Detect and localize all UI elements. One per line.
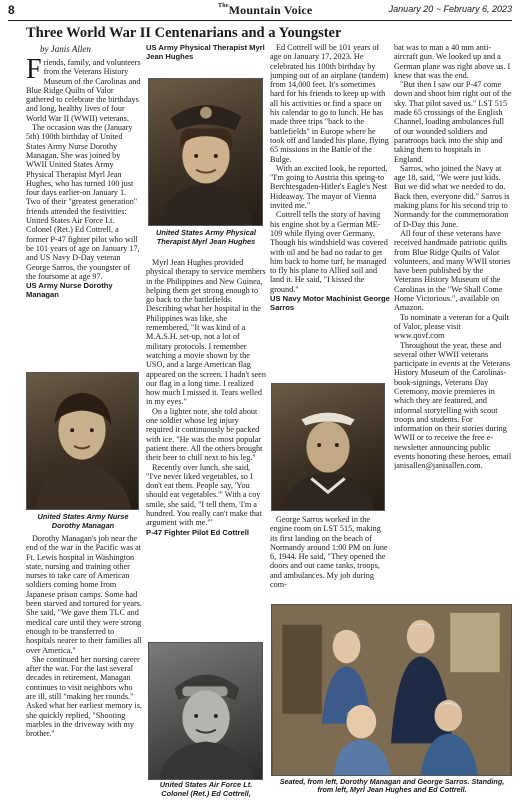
paragraph: Ed Cottrell will be 101 years of age on January 17, 2023. He celebrated his 100th birthday by jumping out of an airplane (tandem) from 14,000 feet. It's sometimes hard for his friends to keep up with all his activities or find a space on his calendar to go to lunch. He has made three trips "back to the battlefields" in Europe where he took off and landed his plane, flying 65 missions in the Battle of the Bulge. <box>270 43 389 164</box>
subhead-sarros: US Navy Motor Machinist George Sarros <box>270 294 390 313</box>
paragraph: Recently over lunch, she said, "I've never liked vegetables, so I don't eat them. People say, 'You should eat vegetables.'" With a coy smile, she said, "I tell them, 'I'm a hundred. You really can't make that argument with me.'" <box>146 462 262 528</box>
caption-managan: United States Army Nurse Dorothy Managan <box>37 512 129 530</box>
column-4 <box>394 43 512 603</box>
column-1-continued <box>26 534 142 800</box>
byline: by Janis Allen <box>40 44 91 54</box>
headline: Three World War II Centenarians and a Youngster <box>26 25 342 41</box>
photo-myrl-jean-hughes <box>148 78 263 226</box>
paragraph: Cottrell tells the story of having his engine shot by a German ME-109 while flying over Germany. Though his windshield was covered with oil and he had no radar to get him back to home turf, he managed to fly his plane to Allied soil and land it. He said, "I kissed the ground." <box>270 210 388 294</box>
column-1 <box>26 58 142 360</box>
paragraph: She continued her nursing career after the war. For the last several decades in retirement, Managan continues to visit neighbors who are ill, still "making her rounds." Asked what her earliest memory is, she quickly replied, "Shooting marbles in the driveway with my brother." <box>26 654 142 739</box>
paragraph: On a lighter note, she told about one soldier whose leg injury required it continuously be packed with ice. "He was the most popular patient there. All the others brought their beer to chill next to his leg." <box>146 406 263 463</box>
page-number: 8 <box>8 3 15 17</box>
paragraph: With an excited look, he reported, "I'm going to Austria this spring-to Berchtesgaden-Hitler's Eagle's Nest Hideaway. The mayor of Vienna invited me." <box>270 163 388 211</box>
subhead-cottrell: P-47 Fighter Pilot Ed Cottrell <box>146 527 249 537</box>
group-photo-illustration <box>272 605 511 775</box>
caption-group: Seated, from left, Dorothy Managan and George Sarros. Standing, from left, Myrl Jean Hughes and Ed Cottrell. <box>279 777 505 795</box>
page-header <box>8 3 512 21</box>
paragraph: All four of these veterans have received handmade patriotic quilts from Blue Ridge Quilts of Valor volunteers, and many WWII stories have been published by the Veterans History Museum of the Carolinas in the "We Shall Come Home Victorious.", available on Amazon. <box>394 228 511 313</box>
caption-hughes: United States Army Physical Therapist Myrl Jean Hughes <box>156 228 256 246</box>
column-2-head <box>146 43 266 79</box>
paragraph: bat was to man a 40 mm anti-aircraft gun. We looked up and a German plane was right above us. I knew that was the end. <box>394 43 511 80</box>
column-3-continued <box>270 515 390 611</box>
paragraph: The occasion was the (January 5th) 100th birthday of United States Army Nurse Dorothy Managan. She was joined by WWII United States Army Physical Therapist Myrl Jean Hughes, who has turned 100 just four days earlier-on January 1. Two of their "greatest generation" friends attended the festivities: United States Air Force Lt. Colonel (Ret.) Ed Cottrell, a former P-47 fighter pilot who will be 101 years of age on January 17, and US Navy D-Day veteran George Sarros, the youngster of the foursome at age 97. <box>26 123 140 281</box>
portrait-illustration <box>27 373 138 509</box>
paragraph: Dorothy Managan's job near the end of the war in the Pacific was at Ft. Lewis hospital in Washington state, nursing and training other nurses to take care of American soldiers coming home from Japanese prison camps. Some had been starved and tortured for years. She said, "We gave them TLC and medical care until they were strong enough to be transferred to hospitals nearer to their families all over America." <box>26 534 142 655</box>
portrait-illustration <box>272 384 384 510</box>
photo-group <box>271 604 512 776</box>
column-3 <box>270 43 390 377</box>
subhead-managan: US Army Nurse Dorothy Managan <box>26 281 113 300</box>
portrait-illustration <box>149 643 262 779</box>
portrait-illustration <box>149 79 262 225</box>
paragraph: George Sarros worked in the engine room on LST 515, making its first landing on the beach of Normandy around 1:00 PM on June 6, 1944. He said, "They opened the doors and out came tanks, troops, and ambulances. My job during com- <box>270 515 388 590</box>
paragraph: "But then I saw our P-47 come down and shoot him right out of the sky. That pilot saved us." LST 515 made 65 crossings of the English Channel, loading ambulances full of our wounded soldiers and paratroops back into the ship and taking them to hospitals in England. <box>394 80 512 164</box>
photo-ed-cottrell <box>148 642 263 780</box>
drop-cap: F <box>26 58 42 85</box>
column-2 <box>146 258 266 628</box>
intro-paragraph: Friends, family, and volunteers from the Veterans History Museum of the Carolinas and Blue Ridge Quilts of Valor gathered to celebrate the birthdays and long, healthy lives of four World War II (WWII) veterans. <box>26 58 141 123</box>
masthead: $^{The}$Mountain Voice <box>218 3 313 17</box>
subhead-hughes: US Army Physical Therapist Myrl Jean Hughes <box>146 43 265 61</box>
caption-cottrell: United States Air Force Lt. Colonel (Ret.) Ed Cottrell, <box>159 780 253 798</box>
paragraph: Sarros, who joined the Navy at age 18, said, "We were just kids. But we did what we needed to do. Back then, everyone did." Sarros is making plans for his second trip to Normandy for the commemoration of D-Day this June. <box>394 163 510 229</box>
paragraph: Throughout the year, these and several other WWII veterans participate in events at the Veterans History Museum of the Carolinas-book-signings, Veterans Day Ceremony, movie premieres in which they are featured, and informal storytelling with scout troops and students. For information on their stories during WWII or to receive the free e-newsletter announcing public events honoring these heroes, email janisallen@janisallen.com. <box>394 340 512 471</box>
paragraph: To nominate a veteran for a Quilt of Valor, please visit www.qovf.com <box>394 312 510 341</box>
issue-date: January 20 ~ February 6, 2023 <box>388 4 512 14</box>
photo-dorothy-managan <box>26 372 139 510</box>
photo-george-sarros <box>271 383 385 511</box>
paragraph: Myrl Jean Hughes provided physical therapy to service members in the Philippines and New Guinea, helping them get strong enough to go back to the battlefields. Describing what her hospital in the Philippines was like, she remembered, "It was kind of a M.A.S.H. set-up, not a lot of military protocols. I remember watching a movie shown by the USO, and a large American flag appeared on the screen. I hadn't seen our flag in a long time. I realized how much I missed it. Tears welled in my eyes." <box>146 258 266 407</box>
